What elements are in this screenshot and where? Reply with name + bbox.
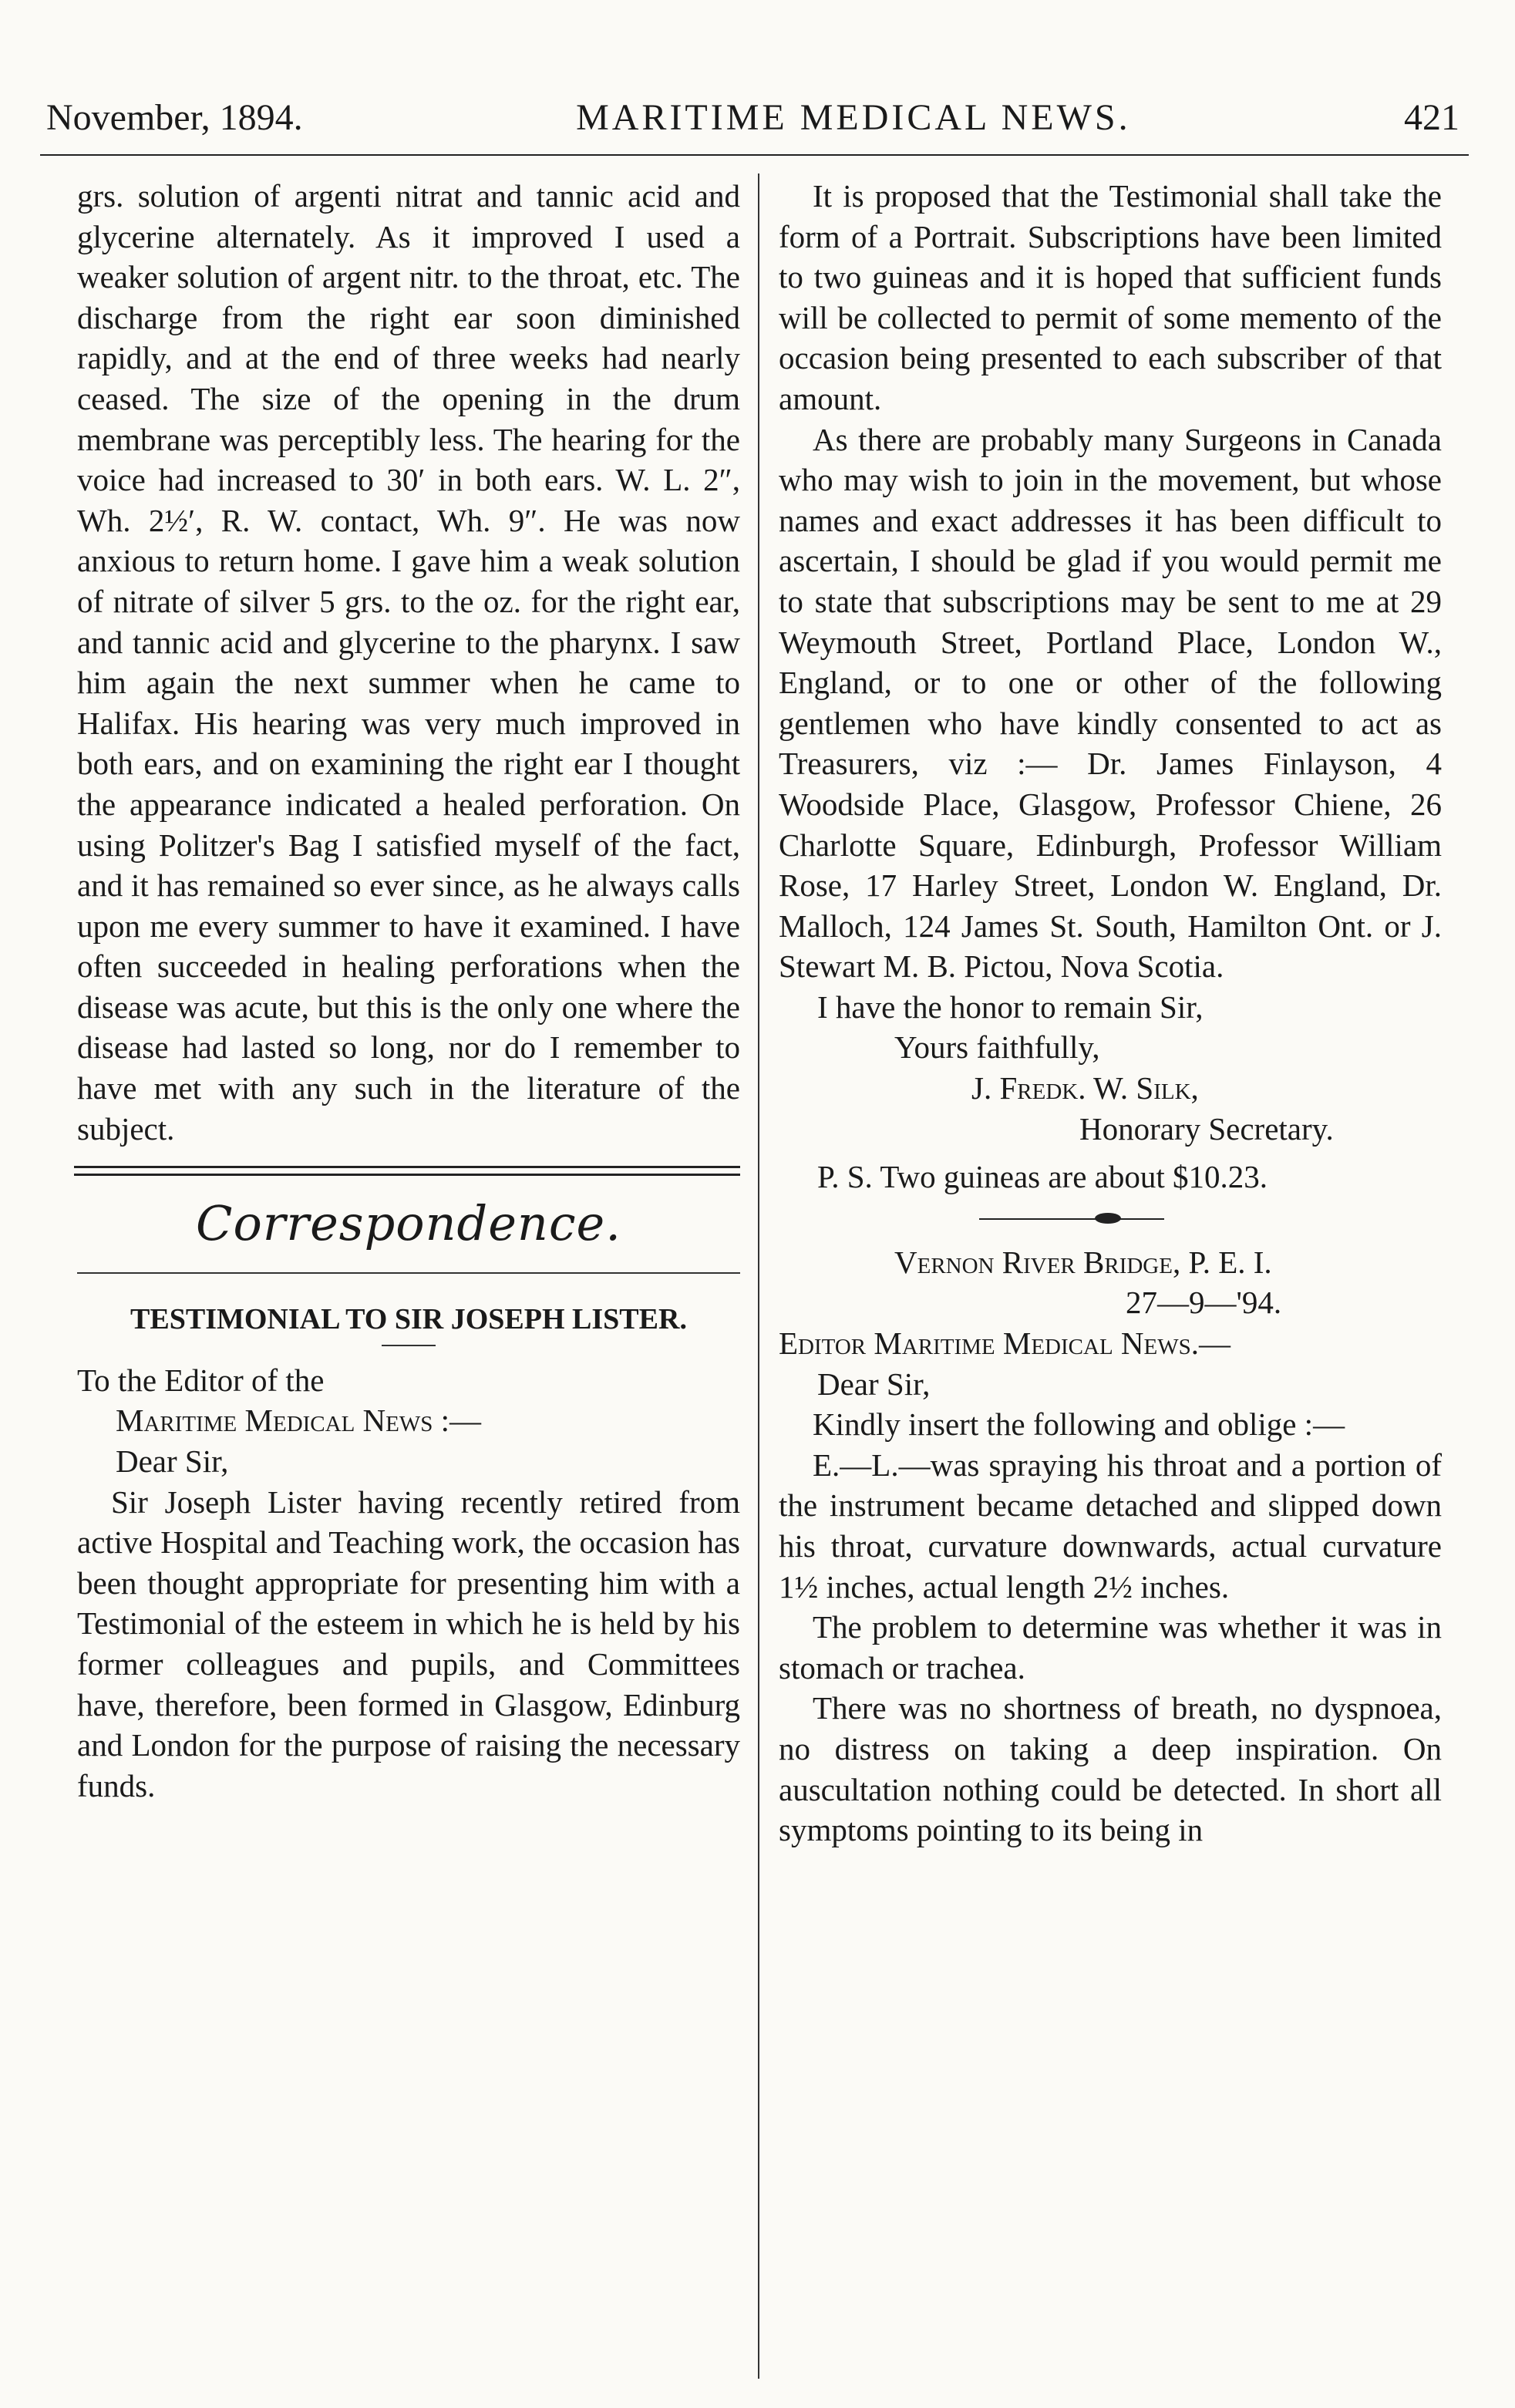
header-rule xyxy=(40,154,1469,156)
article-title: TESTIMONIAL TO SIR JOSEPH LISTER. xyxy=(130,1302,687,1335)
salutation-to: To the Editor of the xyxy=(77,1362,325,1398)
letter-location: Vernon River Bridge, P. E. I. xyxy=(894,1244,1272,1280)
left-column xyxy=(77,176,740,1806)
case-report-continuation: grs. solution of argenti nitrat and tannic acid and glycerine alternately. As it improved I used a weaker solution of argent nitr. to the throat, etc. The discharge from the right ear soon diminished rapidly, and at the end of three weeks had nearly ceased. The size of the opening in the drum membrane was perceptibly less. The hearing for the voice had increased to 30′ in both ears. W. L. 2″, Wh. 2½′, R. W. contact, Wh. 9″. He was now anxious to return home. I gave him a weak solution of nitrate of silver 5 grs. to the oz. for the right ear, and tannic acid and glycerine to the pharynx. I saw him again the next summer when he came to Halifax. His hearing was very much improved in both ears, and on examining the right ear I thought the appearance indicated a healed perforation. On using Politzer's Bag I satisfied myself of the fact, and it has remained so ever since, as he always calls upon me every summer to have it examined. I have often succeeded in healing perforations when the disease was acute, but this is the only one where the disease had lasted so long, nor do I remember to have met with any such in the literature of the subject. xyxy=(77,178,740,1147)
section-ornament xyxy=(779,1211,1442,1227)
case-paragraph: E.—L.—was spraying his throat and a portion of the instrument became detached and slipped down his throat, curvature downwards, actual curvature 1½ inches, actual length 2½ inches. xyxy=(779,1446,1442,1605)
signature-title: Honorary Secretary. xyxy=(1079,1110,1334,1147)
subscription-paragraph: As there are probably many Surgeons in Canada who may wish to join in the movement, but whose names and exact addresses it has been difficult to ascertain, I should be glad if you would permit me to state that subscriptions may be sent to me at 29 Weymouth Street, Portland Place, London W., England, or to one or other of the following gentlemen who have kindly consented to act as Treasurers, viz :— Dr. James Finlayson, 4 Woodside Place, Glasgow, Professor Chiene, 26 Charlotte Square, Edinburgh, Professor William Rose, 17 Harley Street, London W. England, Dr. Malloch, 124 James St. South, Hamilton Ont. or J. Stewart M. B. Pictou, Nova Scotia. xyxy=(779,421,1442,985)
testimonial-paragraph: It is proposed that the Testimonial shall take the form of a Portrait. Subscriptions have been limited to two guineas and it is hoped that sufficient funds will be collected to permit of some memento of the occasion being presented to each subscriber of that amount. xyxy=(779,178,1442,416)
section-double-rule xyxy=(74,1166,740,1176)
correspondence-heading: Correspondence. xyxy=(196,1195,621,1252)
page-header xyxy=(46,77,1459,139)
page-number: 421 xyxy=(1403,97,1459,138)
section-rule xyxy=(77,1272,740,1274)
salutation-paper: Maritime Medical News :— xyxy=(116,1403,482,1439)
dear-sir-2: Dear Sir, xyxy=(817,1366,931,1402)
journal-title: MARITIME MEDICAL NEWS. xyxy=(576,97,1131,138)
title-rule xyxy=(382,1345,436,1346)
column-divider xyxy=(758,173,759,2379)
yours-faithfully: Yours faithfully, xyxy=(894,1029,1100,1066)
issue-date: November, 1894. xyxy=(46,97,303,138)
closing-line: I have the honor to remain Sir, xyxy=(817,988,1204,1025)
letter-date: 27—9—'94. xyxy=(1126,1285,1282,1321)
symptoms-paragraph: There was no shortness of breath, no dyspnoea, no distress on taking a deep inspiration. On auscultation nothing could be detected. In short all symptoms pointing to its being in xyxy=(779,1690,1442,1848)
dear-sir: Dear Sir, xyxy=(116,1443,229,1480)
request-paragraph: Kindly insert the following and oblige :— xyxy=(813,1406,1345,1443)
editor-address: Editor Maritime Medical News.— xyxy=(779,1325,1231,1362)
postscript: P. S. Two guineas are about $10.23. xyxy=(817,1159,1268,1195)
problem-paragraph: The problem to determine was whether it was in stomach or trachea. xyxy=(779,1609,1442,1686)
lister-letter-paragraph: Sir Joseph Lister having recently retired from active Hospital and Teaching work, the occasion has been thought appropriate for presenting him with a Testimonial of the esteem in which he is held by his former colleagues and pupils, and Committees have, therefore, been formed in Glasgow, Edinburg and London for the purpose of raising the necessary funds. xyxy=(77,1484,740,1803)
right-column xyxy=(779,176,1442,1851)
signature-name: J. Fredk. W. Silk, xyxy=(971,1070,1199,1106)
